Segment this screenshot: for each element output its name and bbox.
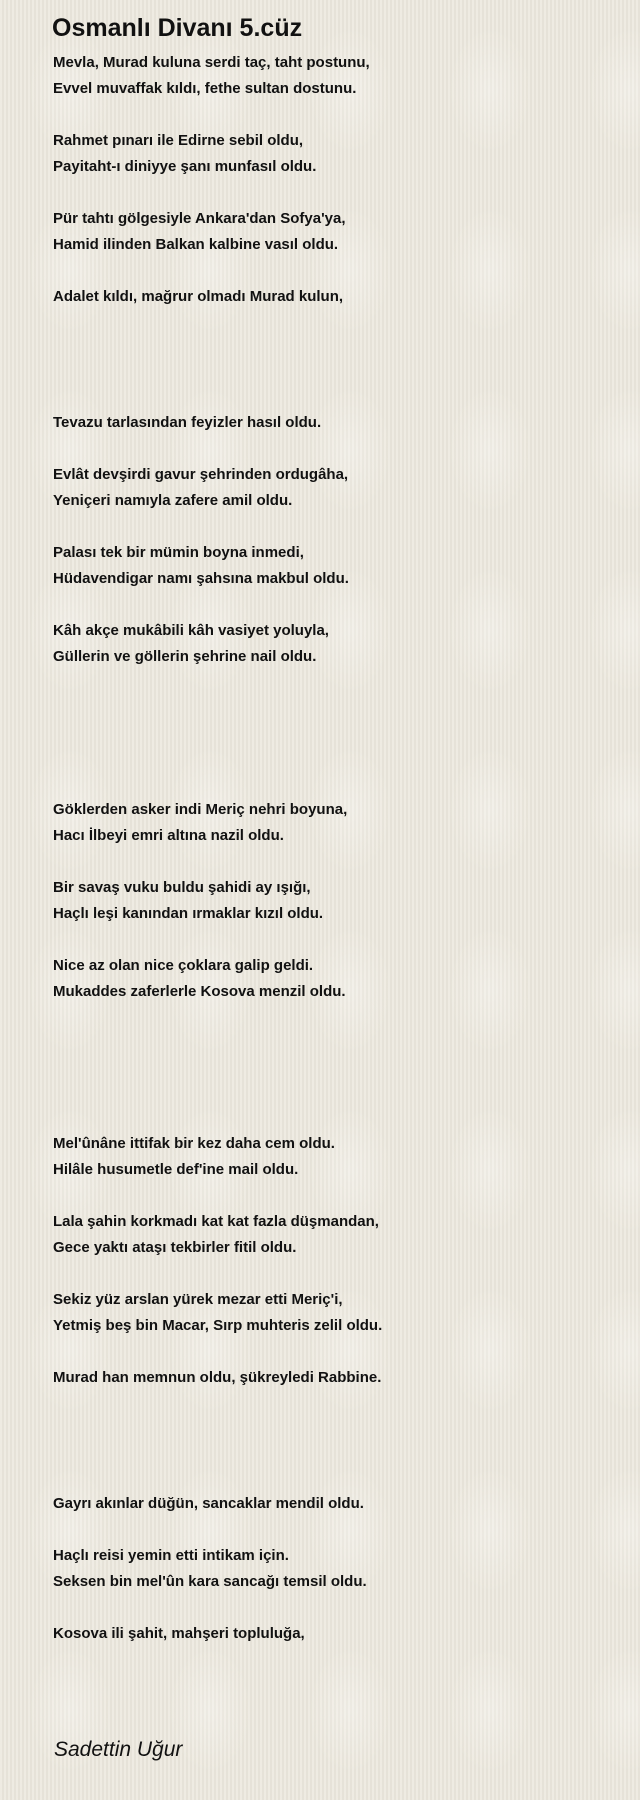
poem-line: Kosova ili şahit, mahşeri topluluğa, — [53, 1625, 305, 1642]
stanza — [53, 1621, 305, 1647]
poem-line: Mel'ûnâne ittifak bir kez daha cem oldu. — [53, 1135, 335, 1152]
stanza — [53, 462, 348, 514]
stanza — [53, 875, 323, 927]
poem-line: Mukaddes zaferlerle Kosova menzil oldu. — [53, 983, 346, 1000]
poem-line: Lala şahin korkmadı kat kat fazla düşmandan, — [53, 1213, 379, 1230]
poem-line: Payitaht-ı diniyye şanı munfasıl oldu. — [53, 158, 317, 175]
stanza — [53, 1491, 364, 1517]
poem-line: Bir savaş vuku buldu şahidi ay ışığı, — [53, 879, 311, 896]
poem-line: Yetmiş beş bin Macar, Sırp muhteris zelil oldu. — [53, 1317, 383, 1334]
poem-line: Haçlı reisi yemin etti intikam için. — [53, 1547, 289, 1564]
poem-title: Osmanlı Divanı 5.cüz — [52, 14, 303, 42]
poem-line: Tevazu tarlasından feyizler hasıl oldu. — [53, 414, 322, 431]
poem-line: Güllerin ve göllerin şehrine nail oldu. — [53, 648, 317, 665]
author-signature: Sadettin Uğur — [54, 1738, 183, 1761]
poem-line: Seksen bin mel'ûn kara sancağı temsil oldu. — [53, 1573, 367, 1590]
poem-line: Hacı İlbeyi emri altına nazil oldu. — [53, 827, 284, 844]
poem-line: Gayrı akınlar düğün, sancaklar mendil oldu. — [53, 1495, 364, 1512]
poem-line: Hamid ilinden Balkan kalbine vasıl oldu. — [53, 236, 339, 253]
stanza — [53, 618, 329, 670]
poem-line: Haçlı leşi kanından ırmaklar kızıl oldu. — [53, 905, 324, 922]
poem-line: Rahmet pınarı ile Edirne sebil oldu, — [53, 132, 304, 149]
poem-line: Evlât devşirdi gavur şehrinden ordugâha, — [53, 466, 349, 483]
stanza — [53, 1543, 367, 1595]
stanza — [53, 206, 346, 258]
poem-line: Murad han memnun oldu, şükreyledi Rabbine. — [53, 1369, 382, 1386]
stanza — [53, 1131, 335, 1183]
stanza — [53, 953, 346, 1005]
poem-line: Palası tek bir mümin boyna inmedi, — [53, 544, 304, 561]
poem-line: Adalet kıldı, mağrur olmadı Murad kulun, — [53, 288, 344, 305]
poem-line: Mevla, Murad kuluna serdi taç, taht postunu, — [53, 54, 370, 71]
poem-line: Sekiz yüz arslan yürek mezar etti Meriç'i, — [53, 1291, 343, 1308]
poem-line: Hilâle husumetle def'ine mail oldu. — [53, 1161, 299, 1178]
poem-line: Hüdavendigar namı şahsına makbul oldu. — [53, 570, 349, 587]
poem-line: Göklerden asker indi Meriç nehri boyuna, — [53, 801, 348, 818]
poem-line: Nice az olan nice çoklara galip geldi. — [53, 957, 314, 974]
stanza — [53, 128, 316, 180]
stanza — [53, 410, 321, 436]
poem-line: Gece yaktı ataşı tekbirler fitil oldu. — [53, 1239, 297, 1256]
poem-line: Evvel muvaffak kıldı, fethe sultan dostunu. — [53, 80, 357, 97]
stanza — [53, 50, 370, 102]
poem-line: Kâh akçe mukâbili kâh vasiyet yoluyla, — [53, 622, 329, 639]
stanza — [53, 284, 343, 310]
stanza — [53, 797, 347, 849]
stanza — [53, 540, 349, 592]
stanza — [53, 1209, 379, 1261]
stanza — [53, 1365, 381, 1391]
stanza — [53, 1287, 382, 1339]
poem-line: Yeniçeri namıyla zafere amil oldu. — [53, 492, 293, 509]
poem-line: Pür tahtı gölgesiyle Ankara'dan Sofya'ya, — [53, 210, 346, 227]
